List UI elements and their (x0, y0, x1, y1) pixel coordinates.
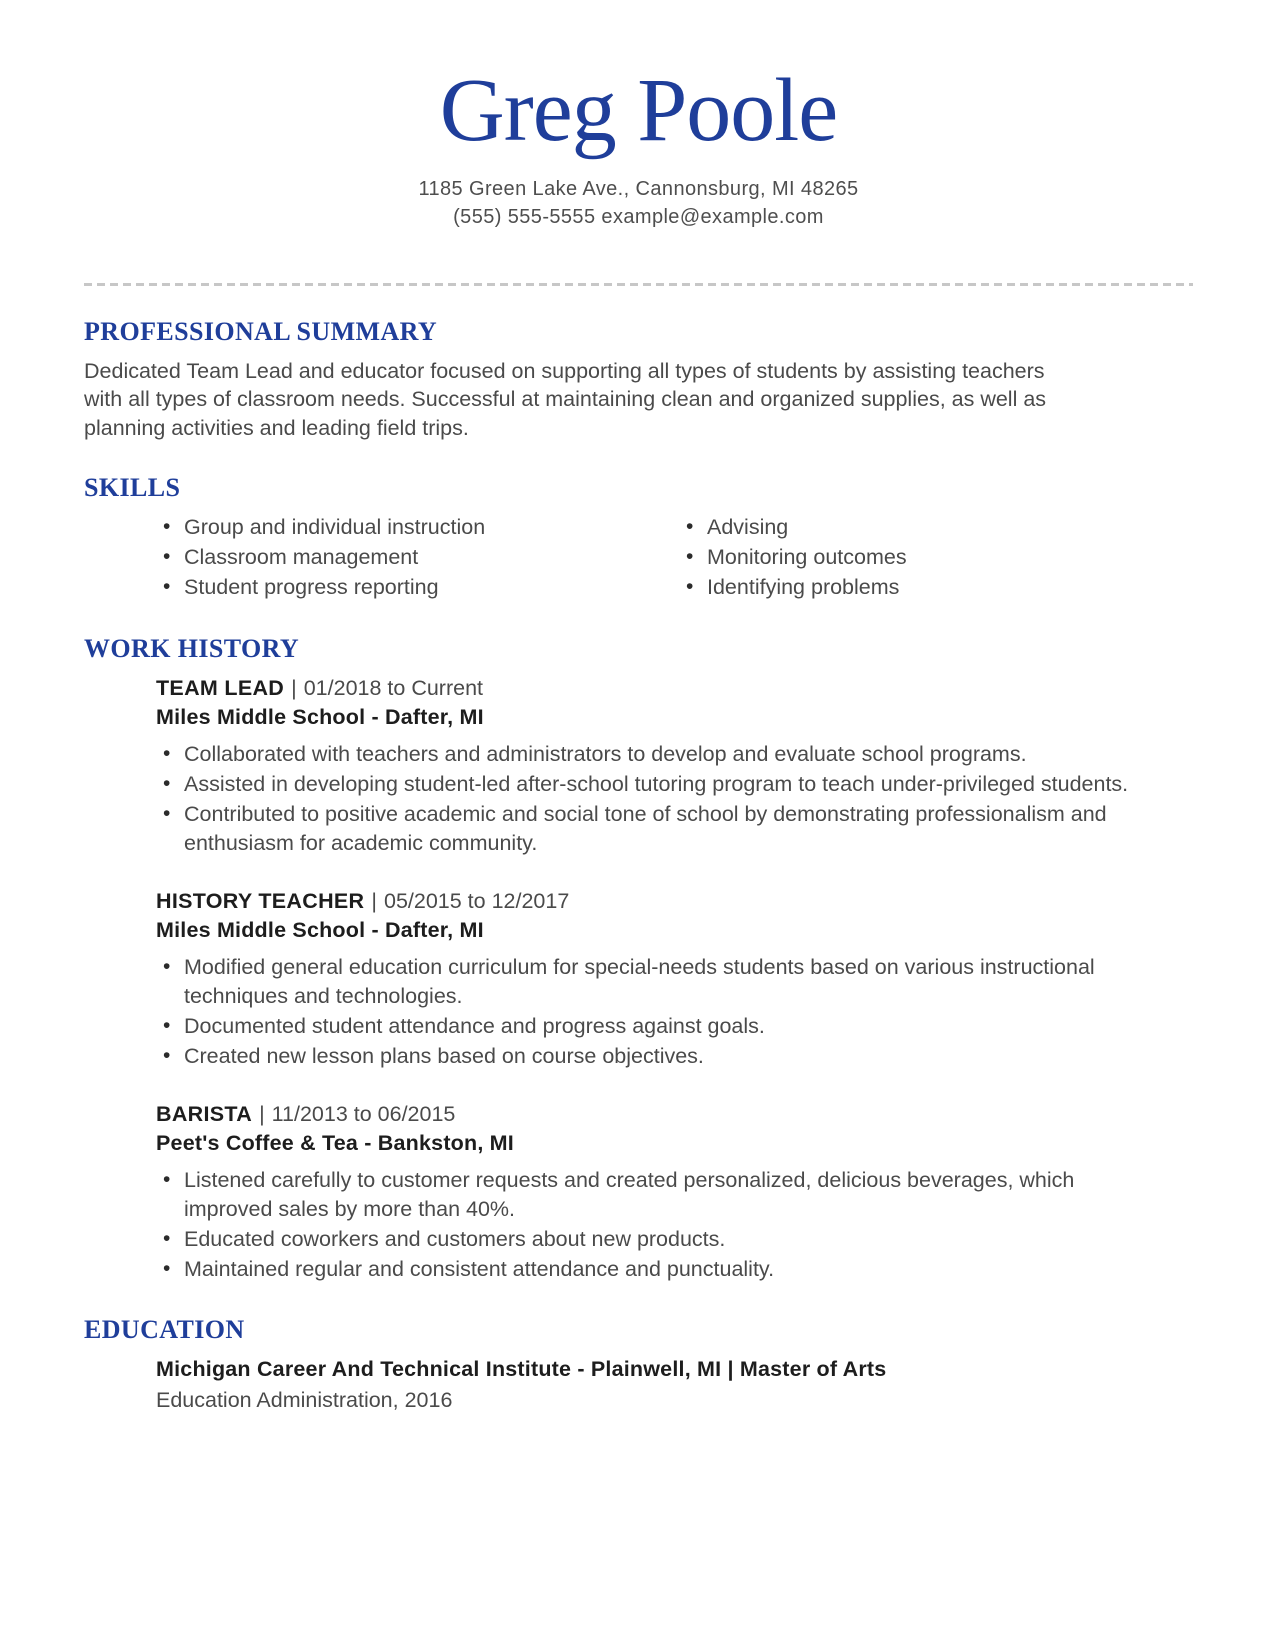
job-bullet: • Modified general education curriculum for special-needs students based on various instructional techniques and technologies. (156, 953, 1146, 1011)
section-work-history (84, 633, 1193, 1284)
job-dates: 11/2013 to 06/2015 (271, 1102, 456, 1126)
skills-column-1 (156, 513, 679, 603)
skill-item: • Student progress reporting (156, 573, 679, 602)
job-title: TEAM LEAD (156, 676, 285, 700)
job-bullet-list (156, 1166, 1146, 1284)
contact-address: 1185 Green Lake Ave., Cannonsburg, MI 48265 (418, 177, 859, 200)
skill-item: • Advising (679, 513, 1193, 542)
job-separator: | (371, 889, 377, 913)
resume-header (84, 61, 1193, 231)
work-history-heading: WORK HISTORY (84, 634, 300, 663)
skills-column-2 (679, 513, 1193, 603)
job-dates: 05/2015 to 12/2017 (383, 889, 570, 913)
job-bullet: • Created new lesson plans based on course objectives. (156, 1042, 1146, 1071)
job-title-line (156, 1100, 1193, 1128)
job-company: Peet's Coffee & Tea - Bankston, MI (156, 1131, 514, 1155)
skill-item: • Monitoring outcomes (679, 543, 1193, 572)
education-degree-line: Michigan Career And Technical Institute - Plainwell, MI | Master of Arts (156, 1357, 887, 1381)
job-bullet-list (156, 953, 1146, 1071)
job-bullet: • Assisted in developing student-led after-school tutoring program to teach under-privileged students. (156, 770, 1146, 799)
job-company: Miles Middle School - Dafter, MI (156, 918, 484, 942)
job-bullet: • Listened carefully to customer requests and created personalized, delicious beverages, which improved sales by more than 40%. (156, 1166, 1146, 1224)
education-heading: EDUCATION (84, 1315, 245, 1344)
section-professional-summary (84, 316, 1193, 443)
job-bullet-list (156, 740, 1146, 858)
job-bullet: • Educated coworkers and customers about new products. (156, 1225, 1146, 1254)
job-bullet: • Collaborated with teachers and administrators to develop and evaluate school programs. (156, 740, 1146, 769)
section-education (84, 1314, 1193, 1414)
job-separator: | (291, 676, 297, 700)
skill-item: • Identifying problems (679, 573, 1193, 602)
candidate-name: Greg Poole (439, 61, 838, 160)
skill-item: • Group and individual instruction (156, 513, 679, 542)
skills-columns (156, 513, 1193, 603)
skill-item: • Classroom management (156, 543, 679, 572)
professional-summary-heading: PROFESSIONAL SUMMARY (84, 316, 438, 346)
job-title: BARISTA (156, 1102, 253, 1126)
job-dates: 01/2018 to Current (303, 676, 484, 700)
job-bullet: • Contributed to positive academic and social tone of school by demonstrating professionalism and enthusiasm for academic community. (156, 800, 1146, 858)
skills-heading: SKILLS (84, 473, 181, 502)
job-title: HISTORY TEACHER (156, 889, 365, 913)
education-detail-line: Education Administration, 2016 (156, 1388, 453, 1412)
section-skills (84, 472, 1193, 603)
job-entry-history-teacher (84, 887, 1193, 1071)
professional-summary-text: Dedicated Team Lead and educator focused on supporting all types of students by assisting teachers with all types of classroom needs. Successful at maintaining clean and organized supplies, as well as planning activities and leading field trips. (84, 358, 1047, 440)
contact-phone-email: (555) 555-5555 example@example.com (453, 205, 824, 228)
job-entry-team-lead (84, 674, 1193, 858)
job-bullet: • Documented student attendance and progress against goals. (156, 1012, 1146, 1041)
contact-block (84, 175, 1193, 231)
job-company: Miles Middle School - Dafter, MI (156, 705, 484, 729)
job-title-line (156, 674, 1193, 702)
dashed-divider (84, 283, 1193, 286)
job-entry-barista (84, 1100, 1193, 1284)
job-bullet: • Maintained regular and consistent attendance and punctuality. (156, 1255, 1146, 1284)
job-title-line (156, 887, 1193, 915)
job-separator: | (259, 1102, 265, 1126)
